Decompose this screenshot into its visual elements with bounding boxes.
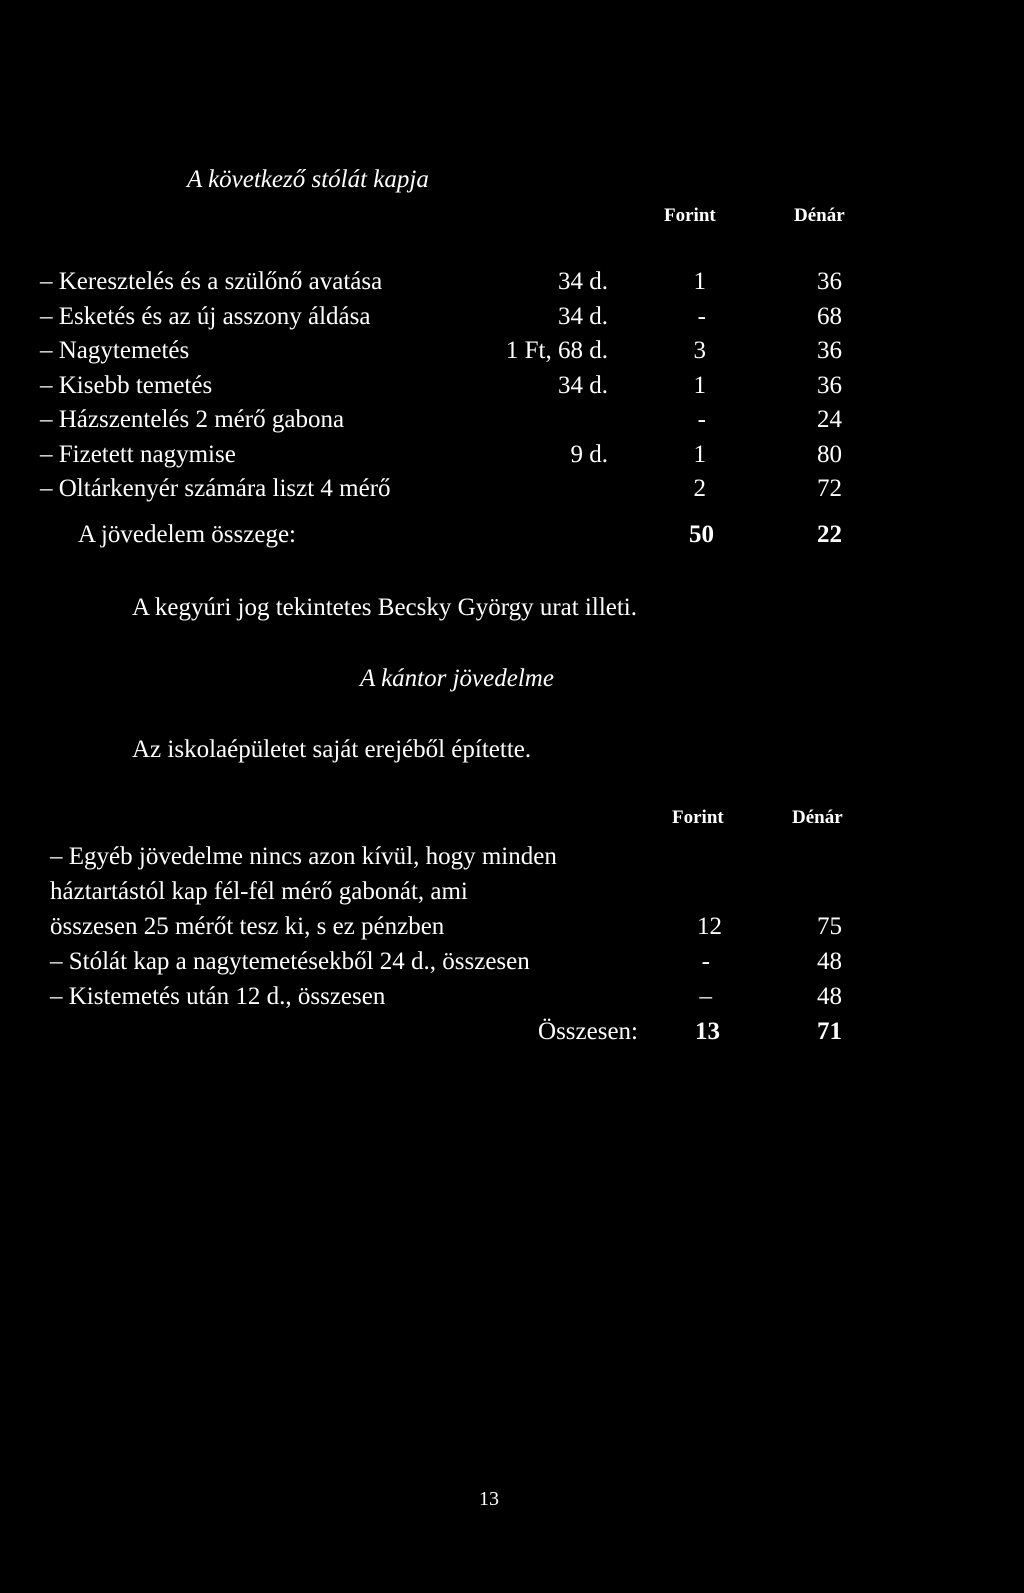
section1-row-forint: 3 bbox=[693, 337, 706, 364]
section2-row-label: – Kistemetés után 12 d., összesen bbox=[50, 983, 386, 1010]
section2-forint-header: Forint bbox=[672, 807, 724, 828]
section1-row-label: – Fizetett nagymise bbox=[40, 441, 236, 468]
section2-row-forint: – bbox=[699, 983, 712, 1010]
section2-total-denar: 71 bbox=[817, 1018, 842, 1045]
section1-forint-header: Forint bbox=[664, 205, 716, 226]
section1-row-denar: 80 bbox=[817, 441, 842, 468]
section1-row-label: – Kisebb temetés bbox=[40, 372, 213, 399]
section1-row-forint: 2 bbox=[693, 475, 706, 502]
section1-total-label: A jövedelem összege: bbox=[78, 521, 296, 548]
section2-total-forint: 13 bbox=[695, 1018, 720, 1045]
section1-row-denar: 36 bbox=[817, 337, 842, 364]
section1-row-forint: 1 bbox=[693, 441, 706, 468]
section1-row-denar: 24 bbox=[817, 406, 842, 433]
patron-text: A kegyúri jog tekintetes Becsky György urat illeti. bbox=[132, 594, 638, 621]
section2-para-forint: 12 bbox=[697, 913, 722, 940]
section1-row-label: – Nagytemetés bbox=[40, 337, 190, 364]
section2-total-label: Összesen: bbox=[538, 1018, 638, 1045]
section1-row-forint: 1 bbox=[693, 268, 706, 295]
section2-row-denar: 48 bbox=[817, 983, 842, 1010]
section1-row-rate: 34 d. bbox=[558, 372, 608, 399]
section1-row-rate: 34 d. bbox=[558, 303, 608, 330]
section1-denar-header: Dénár bbox=[794, 205, 845, 226]
section2-intro: Az iskolaépületet saját erejéből építette. bbox=[132, 736, 532, 763]
section2-row-forint: - bbox=[701, 948, 710, 975]
section1-total-denar: 22 bbox=[817, 521, 842, 548]
section2-denar-header: Dénár bbox=[792, 807, 843, 828]
section1-row-denar: 72 bbox=[817, 475, 842, 502]
section2-title: A kántor jövedelme bbox=[360, 665, 554, 692]
section1-row-forint: 1 bbox=[693, 372, 706, 399]
section1-row-forint: - bbox=[697, 303, 706, 330]
section1-title: A következő stólát kapja bbox=[187, 166, 429, 193]
section1-row-label: – Keresztelés és a szülőnő avatása bbox=[40, 268, 383, 295]
section1-total-forint: 50 bbox=[689, 521, 714, 548]
section1-row-denar: 68 bbox=[817, 303, 842, 330]
section2-para-denar: 75 bbox=[817, 913, 842, 940]
section1-row-rate: 1 Ft, 68 d. bbox=[505, 337, 608, 364]
page-number: 13 bbox=[479, 1488, 499, 1510]
section1-row-rate: 34 d. bbox=[558, 268, 608, 295]
section1-row-label: – Oltárkenyér számára liszt 4 mérő bbox=[40, 475, 391, 502]
section2-row-denar: 48 bbox=[817, 948, 842, 975]
section2-para-line: háztartástól kap fél-fél mérő gabonát, ami bbox=[50, 878, 468, 905]
section1-row-denar: 36 bbox=[817, 268, 842, 295]
section2-para-line: – Egyéb jövedelme nincs azon kívül, hogy minden bbox=[50, 843, 557, 870]
section2-row-label: – Stólát kap a nagytemetésekből 24 d., összesen bbox=[50, 948, 530, 975]
section1-row-label: – Házszentelés 2 mérő gabona bbox=[40, 406, 345, 433]
section1-row-rate: 9 d. bbox=[570, 441, 608, 468]
section1-row-denar: 36 bbox=[817, 372, 842, 399]
section1-row-forint: - bbox=[697, 406, 706, 433]
section1-row-label: – Esketés és az új asszony áldása bbox=[40, 303, 371, 330]
section2-para-line: összesen 25 mérőt tesz ki, s ez pénzben bbox=[50, 913, 445, 940]
